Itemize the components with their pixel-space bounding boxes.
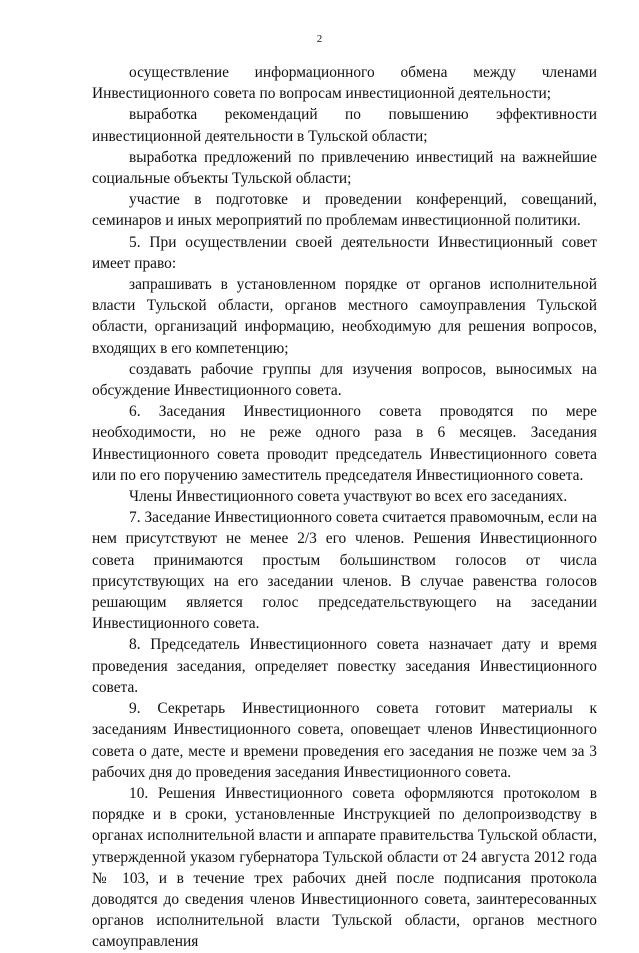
- page-number: 2: [316, 33, 323, 45]
- paragraph-recommendations: выработка рекомендаций по повышению эффективности инвестиционной деятельности в Тульской области;: [92, 106, 597, 145]
- paragraph-request-information: запрашивать в установленном порядке от органов исполнительной власти Тульской области, органов местного самоуправления Тульской области, организаций информацию, необходимую для решения вопросов, входящих в его компетенцию;: [92, 276, 597, 357]
- paragraph-members-attendance: Члены Инвестиционного совета участвуют во всех его заседаниях.: [129, 488, 568, 506]
- document-body: [92, 62, 597, 953]
- paragraph-conferences: участие в подготовке и проведении конференций, совещаний, семинаров и иных мероприятий по проблемам инвестиционной политики.: [92, 191, 597, 230]
- paragraph-item-7: 7. Заседание Инвестиционного совета считается правомочным, если на нем присутствуют не менее 2/3 его членов. Решения Инвестиционного совета принимаются простым большинством голосов от числа присутствующих на его заседании членов. В случае равенства голосов решающим является голос председательствующего на заседании Инвестиционного совета.: [92, 509, 597, 633]
- paragraph-item-5: 5. При осуществлении своей деятельности Инвестиционный совет имеет право:: [92, 233, 597, 272]
- paragraph-working-groups: создавать рабочие группы для изучения вопросов, выносимых на обсуждение Инвестиционного совета.: [92, 360, 597, 400]
- paragraph-item-8: 8. Председатель Инвестиционного совета назначает дату и время проведения заседания, определяет повестку заседания Инвестиционного совета.: [92, 636, 597, 696]
- paragraph-investment-proposals: выработка предложений по привлечению инвестиций на важнейшие социальные объекты Тульской области;: [92, 148, 597, 188]
- paragraph-item-6: 6. Заседания Инвестиционного совета проводятся по мере необходимости, но не реже одного раза в 6 месяцев. Заседания Инвестиционного совета проводит председатель Инвестиционного совета или по его поручению заместитель председателя Инвестиционного совета.: [92, 403, 597, 484]
- paragraph-item-10: 10. Решения Инвестиционного совета оформляются протоколом в порядке и в сроки, установленные Инструкцией по делопроизводству в органах исполнительной власти и аппарате правительства Тульской области, утвержденной указом губернатора Тульской области от 24 августа 2012 года № 103, и в течение трех рабочих дней после подписания протокола доводятся до сведения членов Инвестиционного совета, заинтересованных органов исполнительной власти Тульской области, органов местного самоуправления: [92, 784, 597, 951]
- paragraph-item-9: 9. Секретарь Инвестиционного совета готовит материалы к заседаниям Инвестиционного совета, оповещает членов Инвестиционного совета о дате, месте и времени проведения его заседания не позже чем за 3 рабочих дня до проведения заседания Инвестиционного совета.: [92, 700, 597, 781]
- paragraph-info-exchange: осуществление информационного обмена между членами Инвестиционного совета по вопросам инвестиционной деятельности;: [92, 64, 597, 103]
